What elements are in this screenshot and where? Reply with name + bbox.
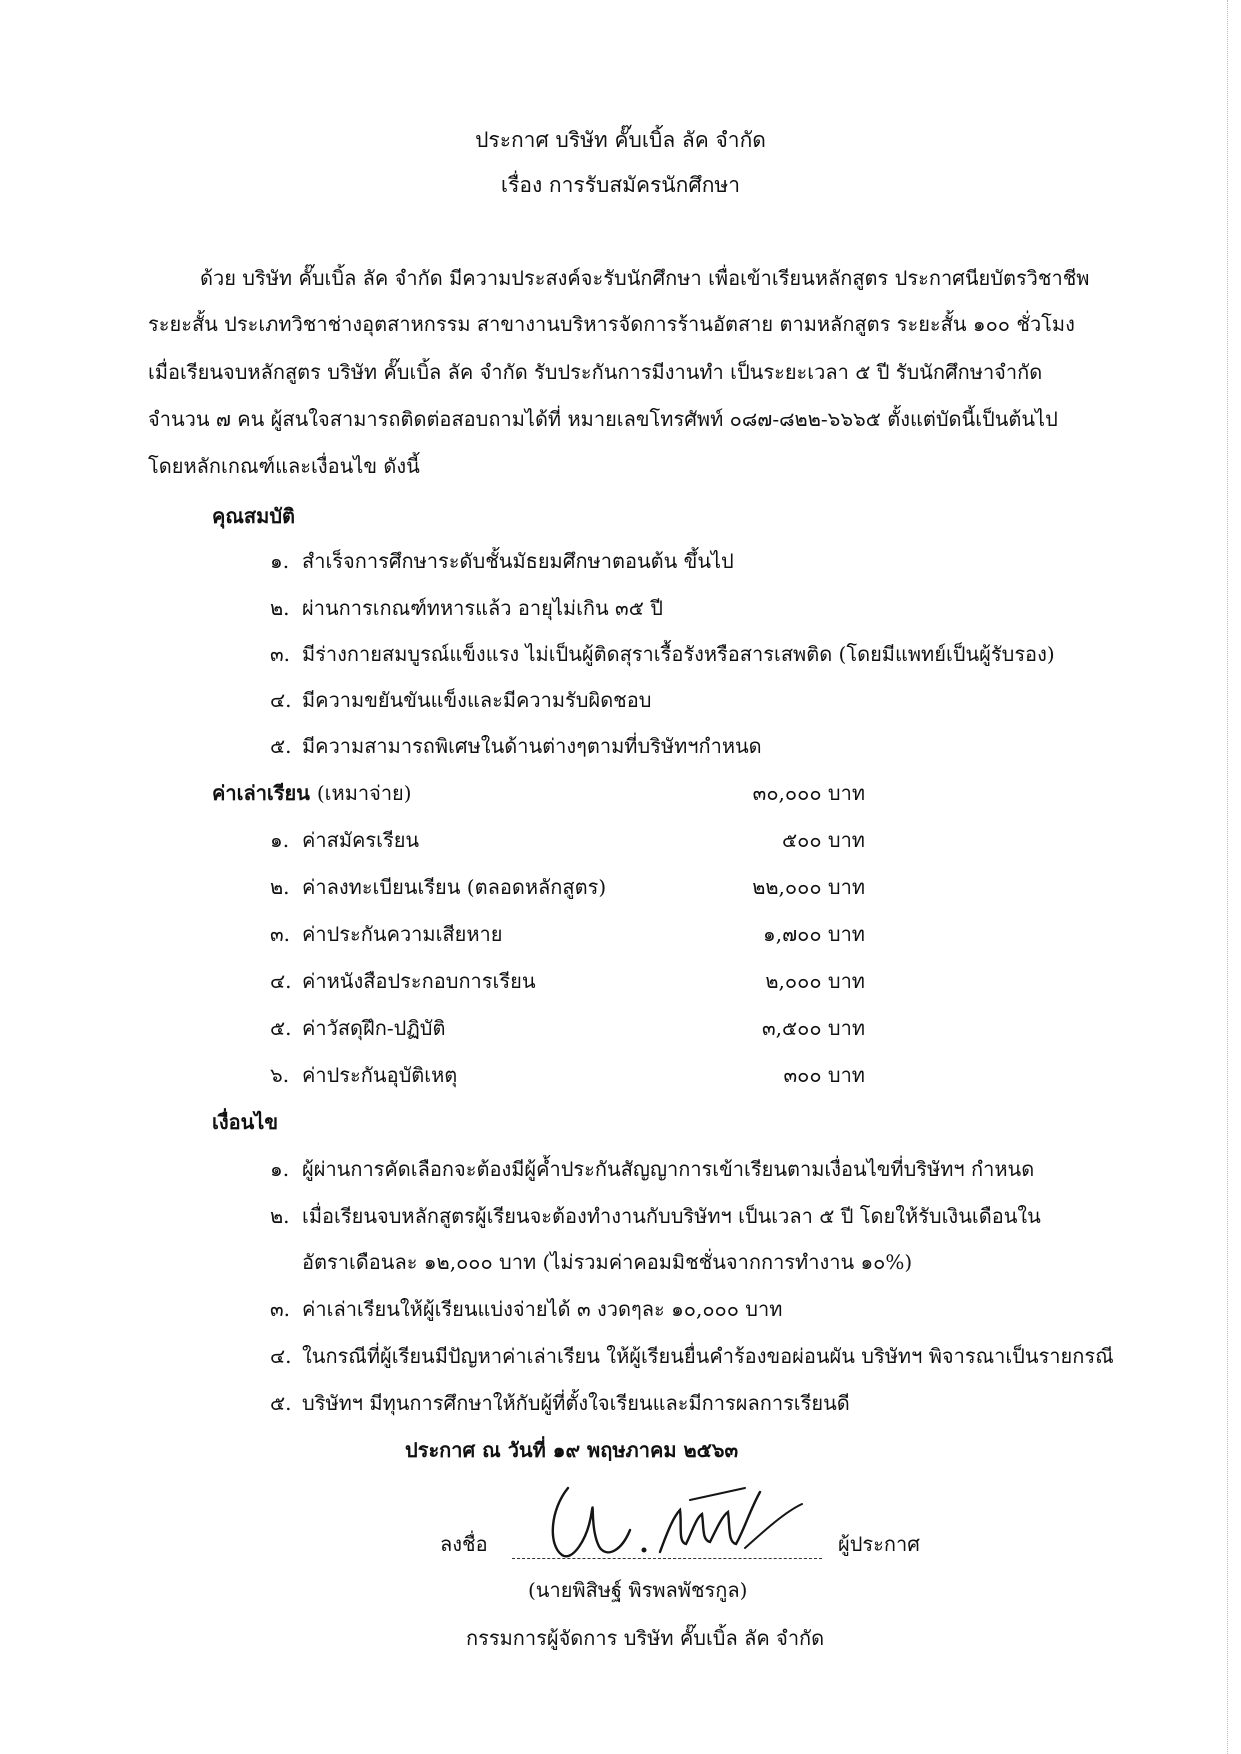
condition-num: ๕.	[270, 1391, 292, 1415]
condition-num: ๔.	[270, 1344, 292, 1368]
qualification-num: ๔.	[270, 688, 292, 712]
condition-text: ค่าเล่าเรียนให้ผู้เรียนแบ่งจ่ายได้ ๓ งวดๆละ ๑๐,๐๐๐ บาท	[302, 1297, 783, 1321]
signer-position: กรรมการผู้จัดการ บริษัท คั๊บเบิ้ล ลัค จำกัด	[466, 1626, 825, 1650]
fee-text: ค่าประกันอุบัติเหตุ	[302, 1063, 458, 1087]
fee-num: ๒.	[270, 875, 290, 899]
fee-amount: ๓,๕๐๐ บาท	[761, 1016, 865, 1040]
condition-num: ๑.	[270, 1157, 290, 1181]
fee-amount: ๒๒,๐๐๐ บาท	[752, 875, 865, 899]
fee-amount: ๓๐๐ บาท	[783, 1063, 865, 1087]
qualification-text: มีความขยันขันแข็งและมีความรับผิดชอบ	[302, 688, 652, 712]
condition-text-continued: อัตราเดือนละ ๑๒,๐๐๐ บาท (ไม่รวมค่าคอมมิชชั่นจากการทำงาน ๑๐%)	[302, 1250, 913, 1274]
qualification-text: มีร่างกายสมบูรณ์แข็งแรง ไม่เป็นผู้ติดสุราเรื้อรังหรือสารเสพติด (โดยมีแพทย์เป็นผู้รับรอง)	[302, 642, 1055, 666]
announcer-label: ผู้ประกาศ	[838, 1532, 920, 1556]
fee-num: ๓.	[270, 922, 291, 946]
fee-text: ค่าวัสดุฝึก-ปฏิบัติ	[302, 1016, 446, 1040]
fee-num: ๑.	[270, 828, 290, 852]
conditions-heading: เงื่อนไข	[212, 1110, 279, 1134]
condition-num: ๓.	[270, 1297, 291, 1321]
condition-text: บริษัทฯ มีทุนการศึกษาให้กับผู้ที่ตั้งใจเรียนและมีการผลการเรียนดี	[302, 1391, 850, 1415]
intro-line-5: โดยหลักเกณฑ์และเงื่อนไข ดังนี้	[148, 454, 420, 478]
fee-num: ๕.	[270, 1016, 292, 1040]
fee-text: ค่าหนังสือประกอบการเรียน	[302, 969, 536, 993]
qualification-text: สำเร็จการศึกษาระดับชั้นมัธยมศึกษาตอนต้น ขึ้นไป	[302, 549, 734, 573]
fees-total: ๓๐,๐๐๐ บาท	[752, 781, 865, 805]
qualification-num: ๒.	[270, 596, 290, 620]
qualification-text: มีความสามารถพิเศษในด้านต่างๆตามที่บริษัทฯกำหนด	[302, 734, 762, 758]
fee-num: ๖.	[270, 1063, 290, 1087]
fee-num: ๔.	[270, 969, 292, 993]
qualification-text: ผ่านการเกณฑ์ทหารแล้ว อายุไม่เกิน ๓๕ ปี	[302, 596, 663, 620]
sign-label: ลงชื่อ	[440, 1532, 488, 1556]
handwritten-signature	[540, 1470, 830, 1570]
fees-heading-label: ค่าเล่าเรียน	[212, 781, 310, 805]
signer-name: (นายพิสิษฐ์ พิรพลพัชรกูล)	[528, 1578, 748, 1602]
intro-line-2: ระยะสั้น ประเภทวิชาช่างอุตสาหกรรม สาขางานบริหารจัดการร้านอัตสาย ตามหลักสูตร ระยะสั้น ๑๐๐ ชั่วโมง	[148, 312, 1075, 336]
qualification-num: ๑.	[270, 549, 290, 573]
qualification-num: ๕.	[270, 734, 292, 758]
qualification-num: ๓.	[270, 642, 291, 666]
qualifications-heading: คุณสมบัติ	[212, 504, 296, 528]
fee-text: ค่าสมัครเรียน	[302, 828, 420, 852]
scan-edge-divider	[1227, 0, 1231, 1754]
announcement-date: ประกาศ ณ วันที่ ๑๙ พฤษภาคม ๒๕๖๓	[405, 1438, 739, 1462]
condition-text: ในกรณีที่ผู้เรียนมีปัญหาค่าเล่าเรียน ให้ผู้เรียนยื่นคำร้องขอผ่อนผัน บริษัทฯ พิจารณาเป็นรายกรณี	[302, 1344, 1114, 1368]
announcement-subject: เรื่อง การรับสมัครนักศึกษา	[500, 173, 741, 197]
signature-line	[512, 1558, 822, 1559]
fee-text: ค่าลงทะเบียนเรียน (ตลอดหลักสูตร)	[302, 875, 607, 899]
fees-heading	[212, 777, 412, 809]
intro-line-1: ด้วย บริษัท คั๊บเบิ้ล ลัค จำกัด มีความประสงค์จะรับนักศึกษา เพื่อเข้าเรียนหลักสูตร ประกาศนียบัตรวิชาชีพ	[200, 266, 1090, 290]
fees-heading-note: (เหมาจ่าย)	[316, 781, 412, 805]
condition-text: เมื่อเรียนจบหลักสูตรผู้เรียนจะต้องทำงานกับบริษัทฯ เป็นเวลา ๕ ปี โดยให้รับเงินเดือนใน	[302, 1204, 1041, 1228]
condition-text: ผู้ผ่านการคัดเลือกจะต้องมีผู้ค้ำประกันสัญญาการเข้าเรียนตามเงื่อนไขที่บริษัทฯ กำหนด	[302, 1157, 1035, 1181]
intro-line-3: เมื่อเรียนจบหลักสูตร บริษัท คั๊บเบิ้ล ลัค จำกัด รับประกันการมีงานทำ เป็นระยะเวลา ๕ ปี รับนักศึกษาจำกัด	[148, 360, 1043, 384]
fee-amount: ๕๐๐ บาท	[781, 828, 865, 852]
fee-amount: ๒,๐๐๐ บาท	[765, 969, 865, 993]
fee-amount: ๑,๗๐๐ บาท	[763, 922, 865, 946]
intro-line-4: จำนวน ๗ คน ผู้สนใจสามารถติดต่อสอบถามได้ที่ หมายเลขโทรศัพท์ ๐๘๗-๘๒๒-๖๖๖๕ ตั้งแต่บัดนี้เป็นต้นไป	[148, 407, 1058, 431]
announcement-title: ประกาศ บริษัท คั๊บเบิ้ล ลัค จำกัด	[475, 128, 766, 152]
fee-text: ค่าประกันความเสียหาย	[302, 922, 503, 946]
condition-num: ๒.	[270, 1204, 290, 1228]
